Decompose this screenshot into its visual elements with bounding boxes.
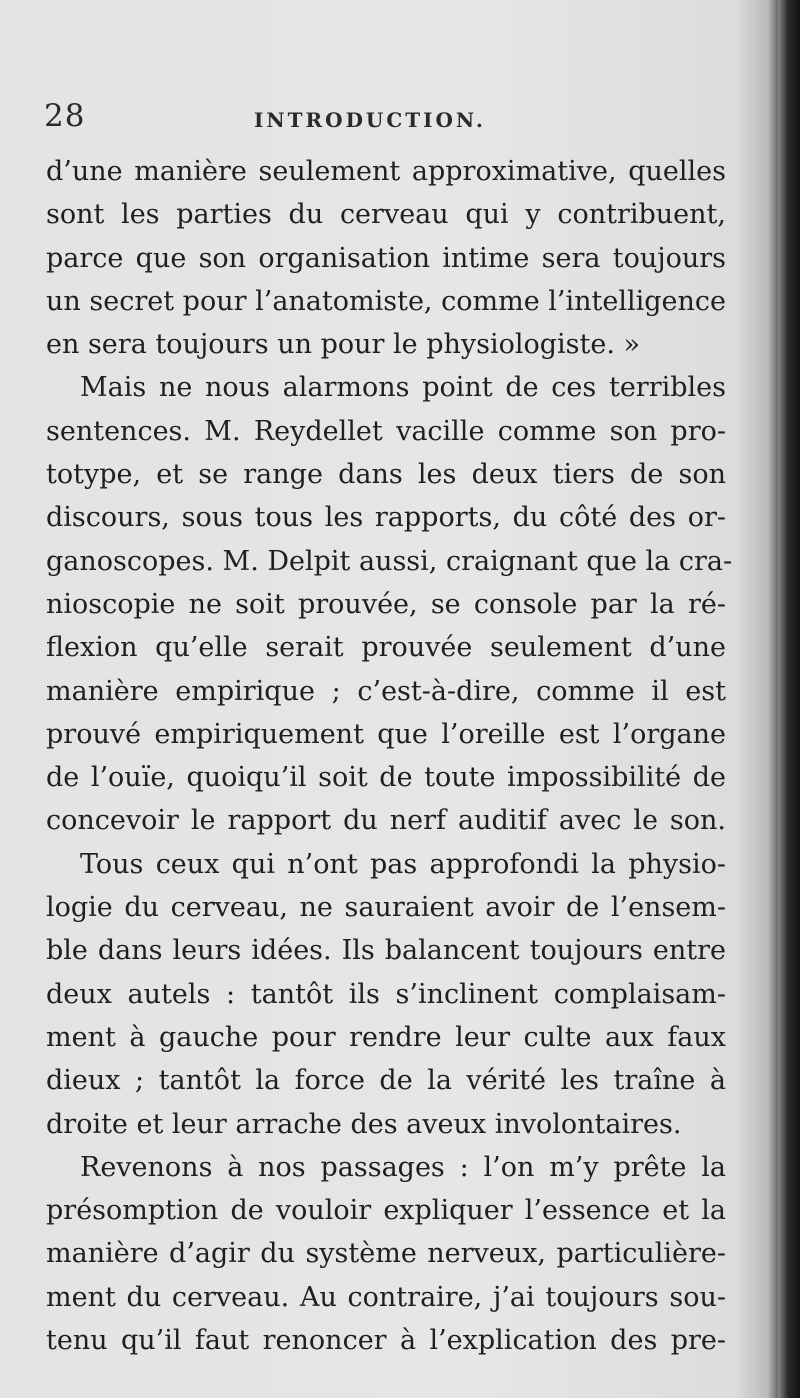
running-head: INTRODUCTION. — [254, 108, 486, 132]
text-line: ble dans leurs idées. Ils balancent toujours entre — [46, 935, 726, 967]
text-line: discours, sous tous les rapports, du côté des or- — [46, 502, 726, 534]
text-line: logie du cerveau, ne sauraient avoir de l’ensem- — [46, 892, 726, 924]
page-header — [44, 98, 724, 138]
text-line: ment à gauche pour rendre leur culte aux faux — [46, 1021, 726, 1053]
text-line: droite et leur arrache des aveux involontaires. — [46, 1108, 682, 1140]
text-line: prouvé empiriquement que l’oreille est l’organe — [46, 718, 726, 750]
body-text — [46, 150, 733, 1362]
text-line: en sera toujours un pour le physiologiste. » — [46, 329, 641, 361]
text-line: nioscopie ne soit prouvée, se console par la ré- — [46, 588, 726, 620]
text-line: Tous ceux qui n’ont pas approfondi la physio- — [80, 848, 726, 880]
page-number: 28 — [44, 98, 86, 134]
text-line: sentences. M. Reydellet vacille comme son pro- — [46, 415, 726, 447]
text-line: de l’ouïe, quoiqu’il soit de toute impossibilité de — [46, 762, 726, 794]
text-line: deux autels : tantôt ils s’inclinent complaisam- — [46, 978, 726, 1010]
text-line: d’une manière seulement approximative, quelles — [46, 156, 726, 187]
text-line: dieux ; tantôt la force de la vérité les traîne à — [46, 1065, 726, 1097]
text-line: totype, et se range dans les deux tiers de son — [46, 459, 726, 491]
text-line: manière d’agir du système nerveux, particulière- — [46, 1238, 726, 1270]
text-line: sont les parties du cerveau qui y contribuent, — [46, 199, 726, 231]
text-line: ganoscopes. M. Delpit aussi, craignant que la cra- — [46, 545, 733, 577]
text-line: manière empirique ; c’est-à-dire, comme il est — [46, 675, 726, 707]
text-line: ment du cerveau. Au contraire, j’ai toujours sou- — [46, 1281, 726, 1313]
text-line: parce que son organisation intime sera toujours — [46, 242, 726, 274]
text-line: flexion qu’elle serait prouvée seulement d’une — [46, 632, 726, 664]
text-line: présomption de vouloir expliquer l’essence et la — [46, 1195, 726, 1227]
text-line: concevoir le rapport du nerf auditif avec le son. — [46, 805, 726, 837]
text-line: Revenons à nos passages : l’on m’y prête la — [80, 1151, 726, 1183]
book-spine-shadow — [778, 0, 800, 1398]
text-line: tenu qu’il faut renoncer à l’explication des pre- — [46, 1325, 726, 1357]
text-line: un secret pour l’anatomiste, comme l’intelligence — [46, 285, 726, 317]
text-line: Mais ne nous alarmons point de ces terribles — [80, 372, 726, 404]
